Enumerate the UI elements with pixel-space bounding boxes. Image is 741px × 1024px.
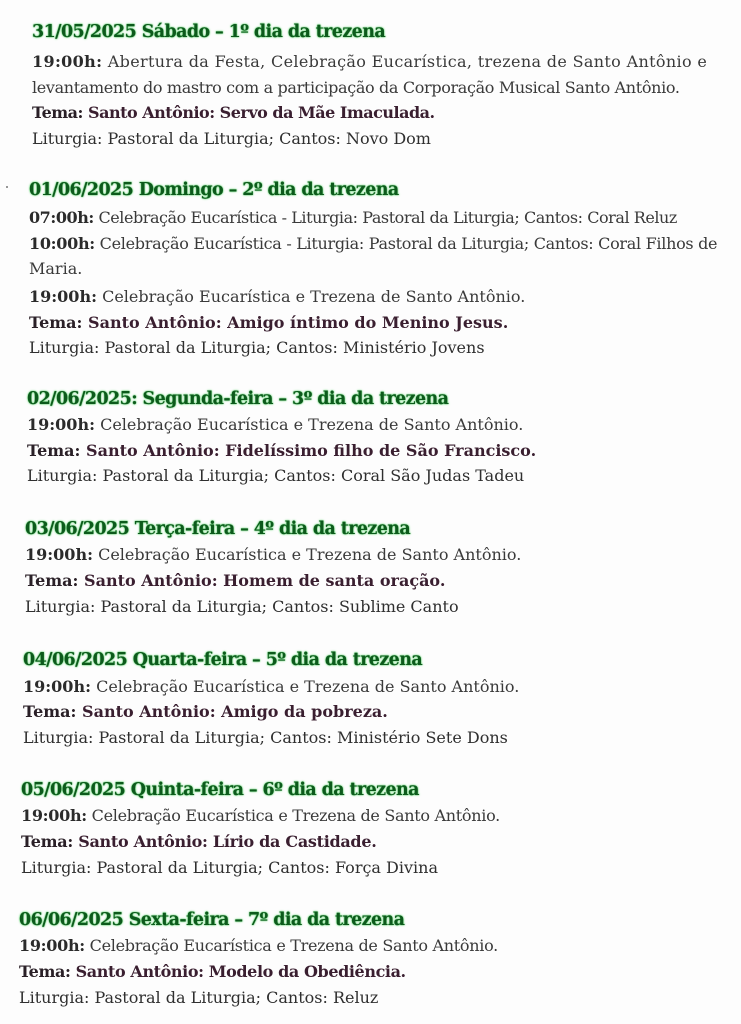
tema-label: Tema:	[32, 103, 83, 122]
liturgia-line: Liturgia: Pastoral da Liturgia; Cantos: Força Divina	[21, 858, 438, 877]
time-label: 19:00h:	[19, 936, 85, 955]
tema-label: Tema:	[29, 313, 83, 332]
time-label: 19:00h:	[21, 806, 87, 825]
schedule-text: levantamento do mastro com a participação da Corporação Musical Santo Antônio.	[32, 78, 680, 97]
time-label: 19:00h:	[32, 52, 103, 71]
tema-text: Santo Antônio: Amigo íntimo do Menino Jesus.	[82, 313, 509, 332]
time-label: 07:00h:	[29, 208, 94, 227]
tema-label: Tema:	[23, 702, 77, 721]
tema-label: Tema:	[25, 571, 79, 590]
tema-label: Tema:	[27, 441, 81, 460]
schedule-text: Celebração Eucarística - Liturgia: Pastoral da Liturgia; Cantos: Coral Filhos de	[94, 234, 718, 253]
tema-text: Santo Antônio: Modelo da Obediência.	[70, 962, 406, 981]
schedule-line	[27, 414, 523, 436]
schedule-text: Celebração Eucarística e Trezena de Santo Antônio.	[92, 545, 522, 564]
tema-line	[21, 831, 376, 853]
time-label: 19:00h:	[25, 545, 93, 564]
schedule-line	[29, 233, 717, 255]
schedule-line	[32, 77, 680, 99]
day-heading: 03/06/2025 Terça-feira – 4º dia da trezena	[25, 519, 411, 539]
tema-text: Santo Antônio: Amigo da pobreza.	[76, 702, 388, 721]
tema-label: Tema:	[19, 962, 71, 981]
schedule-line	[29, 258, 82, 280]
liturgia-line: Liturgia: Pastoral da Liturgia; Cantos: Novo Dom	[32, 129, 431, 148]
schedule-text: Maria.	[29, 259, 83, 278]
scan-speck	[6, 186, 8, 188]
schedule-line	[29, 207, 677, 229]
tema-line	[29, 312, 508, 334]
liturgia-line: Liturgia: Pastoral da Liturgia; Cantos: Reluz	[19, 988, 379, 1007]
schedule-line	[19, 935, 498, 957]
day-heading: 31/05/2025 Sábado – 1º dia da trezena	[32, 22, 386, 42]
day-heading: 02/06/2025: Segunda-feira – 3º dia da trezena	[27, 389, 449, 409]
time-label: 19:00h:	[23, 677, 91, 696]
tema-text: Santo Antônio: Lírio da Castidade.	[72, 832, 377, 851]
schedule-line	[29, 286, 525, 308]
tema-line	[19, 961, 406, 983]
schedule-text: Celebração Eucarística e Trezena de Santo Antônio.	[94, 415, 524, 434]
tema-text: Santo Antônio: Homem de santa oração.	[78, 571, 446, 590]
schedule-text: Celebração Eucarística e Trezena de Santo Antônio.	[86, 806, 500, 825]
tema-line	[23, 701, 388, 723]
liturgia-line: Liturgia: Pastoral da Liturgia; Cantos: Coral São Judas Tadeu	[27, 466, 525, 485]
schedule-text: Celebração Eucarística e Trezena de Santo Antônio.	[96, 287, 526, 306]
day-heading: 05/06/2025 Quinta-feira – 6º dia da trezena	[21, 780, 419, 800]
liturgia-line: Liturgia: Pastoral da Liturgia; Cantos: Ministério Jovens	[29, 338, 485, 357]
time-label: 10:00h:	[29, 234, 95, 253]
liturgia-line: Liturgia: Pastoral da Liturgia; Cantos: Sublime Canto	[25, 597, 459, 616]
day-heading: 01/06/2025 Domingo – 2º dia da trezena	[29, 180, 399, 200]
tema-line	[25, 570, 445, 592]
schedule-line	[32, 51, 707, 73]
schedule-text: Abertura da Festa, Celebração Eucarística, trezena de Santo Antônio e	[102, 52, 708, 71]
schedule-text: Celebração Eucarística - Liturgia: Pastoral da Liturgia; Cantos: Coral Reluz	[93, 208, 677, 227]
tema-line	[27, 440, 536, 462]
time-label: 19:00h:	[29, 287, 97, 306]
day-heading: 04/06/2025 Quarta-feira – 5º dia da trezena	[23, 650, 423, 670]
time-label: 19:00h:	[27, 415, 95, 434]
tema-label: Tema:	[21, 832, 73, 851]
liturgia-line: Liturgia: Pastoral da Liturgia; Cantos: Ministério Sete Dons	[23, 728, 508, 747]
tema-text: Santo Antônio: Servo da Mãe Imaculada.	[82, 103, 435, 122]
schedule-line	[23, 676, 519, 698]
tema-line	[32, 102, 435, 124]
tema-text: Santo Antônio: Fidelíssimo filho de São Francisco.	[80, 441, 537, 460]
schedule-text: Celebração Eucarística e Trezena de Santo Antônio.	[90, 677, 520, 696]
schedule-line	[25, 544, 521, 566]
day-heading: 06/06/2025 Sexta-feira – 7º dia da trezena	[19, 910, 405, 930]
schedule-line	[21, 805, 500, 827]
schedule-text: Celebração Eucarística e Trezena de Santo Antônio.	[84, 936, 498, 955]
